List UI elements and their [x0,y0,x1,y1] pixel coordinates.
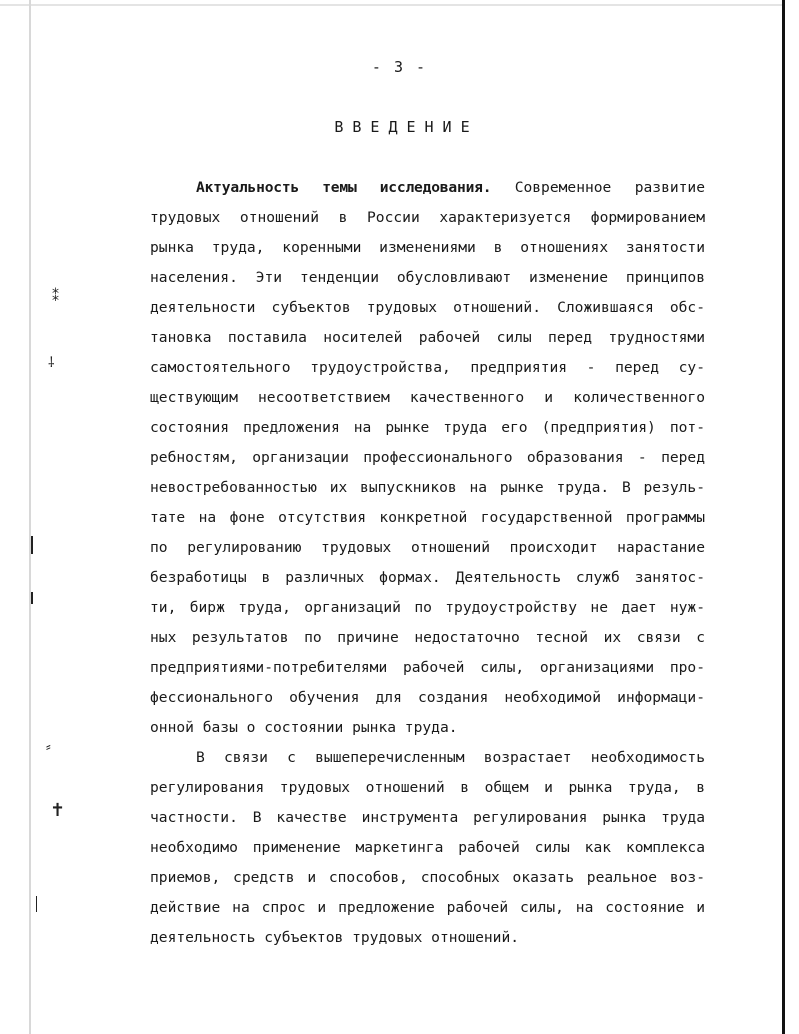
paragraph-line: состояния предложения на рынке труда его (предприятия) пот- [150,419,705,436]
section-lead: Актуальность темы исследования. [196,179,492,196]
paragraph-line: регулирования трудовых отношений в общем и рынка труда, в [150,779,705,796]
margin-speck: ⸗ [46,739,51,755]
margin-speck: ✝ [50,800,66,821]
paragraph-line: фессионального обучения для создания необходимой информаци- [150,689,705,706]
paragraph-line: тановка поставила носителей рабочей силы перед трудностями [150,329,705,346]
paragraph-line: Актуальность темы исследования. Современное развитие [196,179,705,196]
paragraph-line: деятельность субъектов трудовых отношений. [150,929,520,946]
paragraph-line: невостребованностью их выпускников на рынке труда. В резуль- [150,479,705,496]
paragraph-line: безработицы в различных формах. Деятельность служб занятос- [150,569,705,586]
margin-mark [31,592,33,604]
scan-left-edge [29,0,31,1034]
margin-mark [31,536,33,554]
paragraph-line: рынка труда, коренными изменениями в отношениях занятости [150,239,705,256]
paragraph-line: В связи с вышеперечисленным возрастает необходимость [196,749,705,766]
paragraph-line: тате на фоне отсутствия конкретной государственной программы [150,509,705,526]
paragraph-line: ребностям, организации профессионального образования - перед [150,449,705,466]
margin-speck: ⸸ [48,355,55,371]
scan-top-edge [0,4,782,6]
paragraph-line: ных результатов по причине недостаточно тесной их связи с [150,629,705,646]
paragraph-line: онной базы о состоянии рынка труда. [150,719,458,736]
section-heading: ВВЕДЕНИЕ [334,118,479,136]
paragraph-line: необходимо применение маркетинга рабочей силы как комплекса [150,839,705,856]
margin-speck: ⁑ [52,289,59,305]
paragraph-line: ществующим несоответствием качественного и количественного [150,389,705,406]
paragraph-line: приемов, средств и способов, способных оказать реальное воз- [150,869,705,886]
paragraph-line: деятельности субъектов трудовых отношений. Сложившаяся обс- [150,299,705,316]
paragraph-line: ти, бирж труда, организаций по трудоустройству не дает нуж- [150,599,705,616]
paragraph-line: действие на спрос и предложение рабочей силы, на состояние и [150,899,705,916]
paragraph-line: трудовых отношений в России характеризуется формированием [150,209,705,226]
paragraph-line: самостоятельного трудоустройства, предприятия - перед су- [150,359,705,376]
margin-mark [36,896,37,912]
paragraph-line: по регулированию трудовых отношений происходит нарастание [150,539,705,556]
paragraph-line: населения. Эти тенденции обусловливают изменение принципов [150,269,705,286]
paragraph-line: предприятиями-потребителями рабочей силы, организациями про- [150,659,705,676]
page-number: - 3 - [371,58,428,76]
paragraph-line: частности. В качестве инструмента регулирования рынка труда [150,809,705,826]
scan-right-edge [782,0,785,1034]
